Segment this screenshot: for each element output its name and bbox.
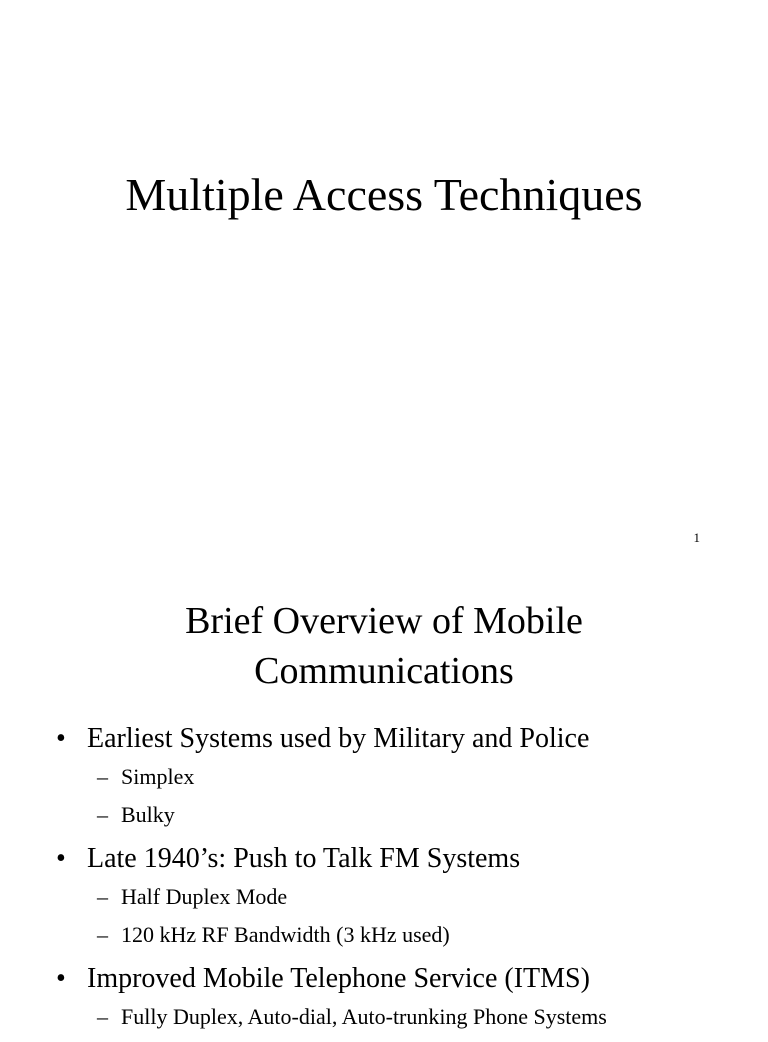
sub-bullet-item xyxy=(97,916,746,954)
slide-title-line: Brief Overview of Mobile xyxy=(185,600,583,642)
sub-bullet-text: Simplex xyxy=(121,764,195,789)
dash-icon: – xyxy=(97,884,108,909)
slide-2 xyxy=(0,560,768,1029)
sub-bullet-list xyxy=(56,758,746,834)
bullet-item xyxy=(56,840,746,954)
page-number: 1 xyxy=(693,530,700,545)
dash-icon: – xyxy=(97,1004,108,1029)
sub-bullet-item xyxy=(97,796,746,834)
bullet-list xyxy=(56,720,746,1042)
bullet-icon: • xyxy=(56,963,66,994)
sub-bullet-text: Bulky xyxy=(121,802,175,827)
bullet-text: Improved Mobile Telephone Service (ITMS) xyxy=(87,963,590,994)
dash-icon: – xyxy=(97,922,108,947)
sub-bullet-text: 120 kHz RF Bandwidth (3 kHz used) xyxy=(121,922,450,947)
sub-bullet-list xyxy=(56,998,746,1036)
slide-title: Multiple Access Techniques xyxy=(125,169,643,220)
sub-bullet-item xyxy=(97,878,746,916)
dash-icon: – xyxy=(97,764,108,789)
sub-bullet-item xyxy=(97,998,746,1036)
bullet-icon: • xyxy=(56,843,66,874)
slide-title-line: Communications xyxy=(254,650,514,692)
bullet-text: Earliest Systems used by Military and Police xyxy=(87,723,590,754)
slide-title xyxy=(0,596,768,696)
bullet-icon: • xyxy=(56,723,66,754)
sub-bullet-item xyxy=(97,758,746,796)
sub-bullet-text: Fully Duplex, Auto-dial, Auto-trunking Phone Systems xyxy=(121,1004,607,1029)
bullet-text: Late 1940’s: Push to Talk FM Systems xyxy=(87,843,521,874)
bullet-item xyxy=(56,960,746,1036)
sub-bullet-list xyxy=(56,878,746,954)
bullet-item xyxy=(56,720,746,834)
sub-bullet-text: Half Duplex Mode xyxy=(121,884,288,909)
dash-icon: – xyxy=(97,802,108,827)
